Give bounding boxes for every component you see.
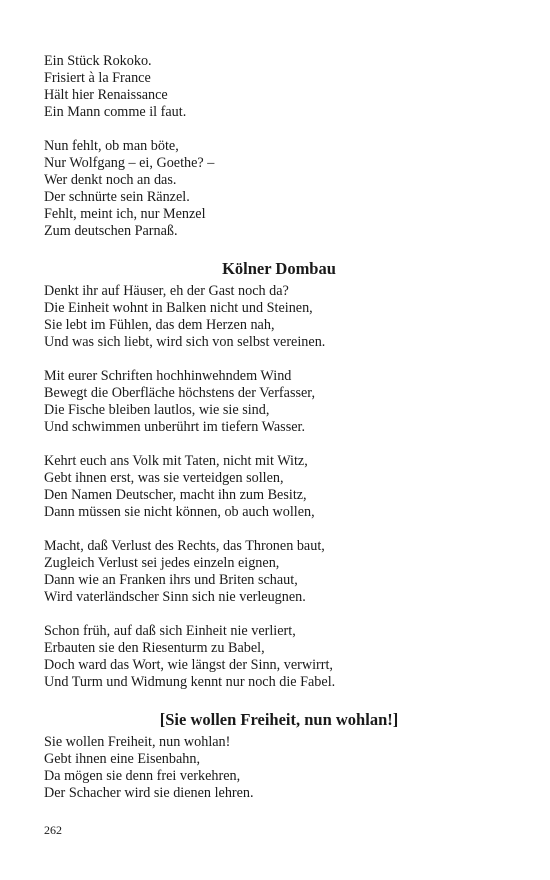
verse-line: Zum deutschen Parnaß. xyxy=(44,223,178,239)
verse-line: Hält hier Renaissance xyxy=(44,87,168,103)
verse-line: Erbauten sie den Riesenturm zu Babel, xyxy=(44,640,265,656)
verse-line: Die Einheit wohnt in Balken nicht und Steinen, xyxy=(44,300,313,316)
verse-line: Doch ward das Wort, wie längst der Sinn, verwirrt, xyxy=(44,657,333,673)
verse-line: Der Schacher wird sie dienen lehren. xyxy=(44,785,254,801)
stanza xyxy=(44,53,514,121)
verse-line: Sie wollen Freiheit, nun wohlan! xyxy=(44,734,231,750)
poem-continuation xyxy=(44,53,514,240)
poem-title: Kölner Dombau xyxy=(222,259,336,278)
page-number: 262 xyxy=(44,823,62,837)
verse-line: Wird vaterländscher Sinn sich nie verleugnen. xyxy=(44,589,306,605)
stanza xyxy=(44,734,514,802)
verse-line: Frisiert à la France xyxy=(44,70,151,86)
verse-line: Und Turm und Widmung kennt nur noch die Fabel. xyxy=(44,674,336,690)
verse-line: Der schnürte sein Ränzel. xyxy=(44,189,190,205)
verse-line: Fehlt, meint ich, nur Menzel xyxy=(44,206,206,222)
verse-line: Schon früh, auf daß sich Einheit nie verliert, xyxy=(44,623,296,639)
poem-title: [Sie wollen Freiheit, nun wohlan!] xyxy=(159,710,399,729)
verse-line: Und schwimmen unberührt im tiefern Wasser. xyxy=(44,419,306,435)
verse-line: Den Namen Deutscher, macht ihn zum Besitz, xyxy=(44,487,307,503)
verse-line: Dann wie an Franken ihrs und Briten schaut, xyxy=(44,572,298,588)
verse-line: Dann müssen sie nicht können, ob auch wollen, xyxy=(44,504,315,520)
verse-line: Macht, daß Verlust des Rechts, das Thronen baut, xyxy=(44,538,325,554)
stanza xyxy=(44,538,514,606)
verse-line: Und was sich liebt, wird sich von selbst vereinen. xyxy=(44,334,326,350)
verse-line: Gebt ihnen eine Eisenbahn, xyxy=(44,751,201,767)
verse-line: Denkt ihr auf Häuser, eh der Gast noch da? xyxy=(44,283,289,299)
verse-line: Bewegt die Oberfläche höchstens der Verfasser, xyxy=(44,385,315,401)
stanza xyxy=(44,283,514,351)
stanza xyxy=(44,453,514,521)
stanza xyxy=(44,623,514,691)
poem-koelner-dombau xyxy=(44,259,514,691)
verse-line: Nur Wolfgang – ei, Goethe? – xyxy=(44,155,215,171)
poem-sie-wollen-freiheit xyxy=(44,710,514,802)
stanza xyxy=(44,368,514,436)
verse-line: Sie lebt im Fühlen, das dem Herzen nah, xyxy=(44,317,275,333)
page-body xyxy=(44,53,514,802)
verse-line: Kehrt euch ans Volk mit Taten, nicht mit Witz, xyxy=(44,453,308,469)
verse-line: Da mögen sie denn frei verkehren, xyxy=(44,768,241,784)
verse-line: Wer denkt noch an das. xyxy=(44,172,177,188)
verse-line: Zugleich Verlust sei jedes einzeln eignen, xyxy=(44,555,280,571)
verse-line: Mit eurer Schriften hochhinwehndem Wind xyxy=(44,368,292,384)
stanza xyxy=(44,138,514,240)
verse-line: Gebt ihnen erst, was sie verteidgen sollen, xyxy=(44,470,284,486)
verse-line: Die Fische bleiben lautlos, wie sie sind, xyxy=(44,402,270,418)
verse-line: Ein Stück Rokoko. xyxy=(44,53,152,69)
verse-line: Nun fehlt, ob man böte, xyxy=(44,138,179,154)
verse-line: Ein Mann comme il faut. xyxy=(44,104,187,120)
